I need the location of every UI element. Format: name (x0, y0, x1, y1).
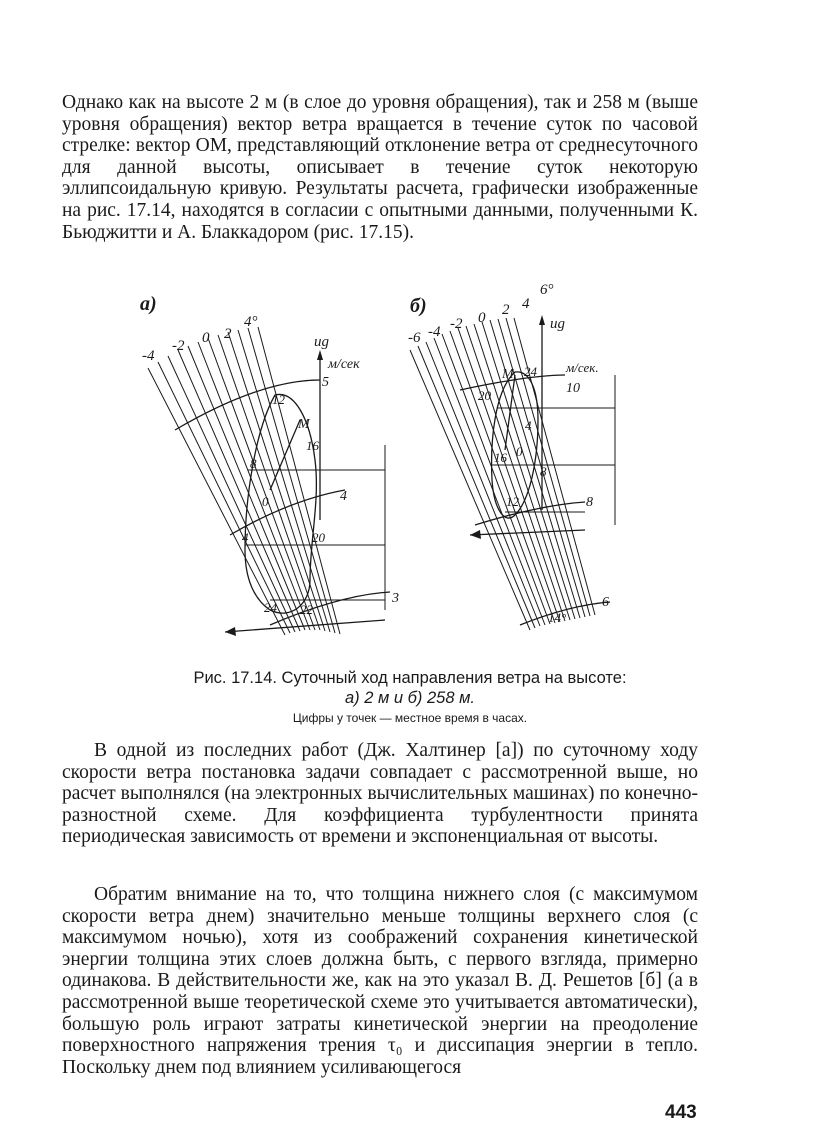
panel-b-point-m: M (502, 367, 514, 382)
panel-a-hour: 8 (250, 456, 257, 471)
panel-a-hour: 24 (264, 600, 277, 615)
panel-b-tick: 4 (522, 296, 530, 312)
panel-a-tick: 0 (202, 330, 210, 346)
panel-b-tick: 0 (478, 310, 486, 326)
panel-b-label: б) (410, 295, 427, 317)
panel-a-hour: 12 (272, 392, 285, 407)
panel-b-hour: 20 (478, 388, 491, 403)
paragraph-3: Обратим внимание на то, что толщина нижнего слоя (с максимумом скорости ветра днем) значительно меньше толщины верхнего слоя (с максимумом ночью), хотя из соображений сохранения кинетической энергии толщина этих слоев должна быть, с первого взгляда, примерно одинакова. В действительности же, как на это указал В. Д. Решетов [б] (а в рассмотренной выше теоретической схеме это учитывается автоматически), большую роль играют затраты кинетической энергии на преодоление поверхностного напряжения трения τ₀ и диссипация энергии в тепло. Поскольку днем под влиянием усиливающегося (62, 884, 698, 1078)
panel-a-point-m: M (298, 417, 310, 432)
figure-note: Цифры у точек — местное время в часах. (292, 711, 528, 725)
panel-a-tick: 4° (244, 314, 258, 330)
panel-a-unit: м/сек (328, 357, 360, 372)
panel-b-tick: -6 (408, 330, 421, 346)
panel-b-hour: 0 (516, 444, 523, 459)
page-number: 443 (665, 1102, 697, 1123)
panel-a-hour: 22 (300, 602, 313, 617)
panel-b-hour: 12 (506, 494, 519, 509)
panel-a-hour: 4 (242, 530, 249, 545)
panel-a-speed: 3 (392, 591, 399, 606)
panel-a-tick: 2 (224, 326, 232, 342)
panel-b-unit: м/сек. (566, 360, 599, 375)
panel-a-direction-lines (148, 327, 340, 635)
panel-b-speed: 10 (566, 381, 580, 396)
panel-a-arrow (225, 620, 385, 632)
panel-b-hour: 8 (540, 464, 547, 479)
panel-b-axis-label: ug (550, 316, 565, 332)
panel-a-hour: 20 (312, 530, 325, 545)
figure-caption-subpanels: а) 2 м и б) 258 м. (344, 689, 476, 707)
panel-a-hour: 16 (306, 438, 319, 453)
panel-b-tick: -2 (450, 316, 463, 332)
panel-b-tick: 6° (540, 282, 554, 298)
figure-diagram (120, 280, 640, 655)
panel-a-vector-om (270, 420, 300, 490)
panel-a-axis-label: ug (314, 334, 329, 350)
panel-a-hour: 0 (262, 494, 269, 509)
panel-a-label: а) (140, 293, 157, 315)
figure-caption: Рис. 17.14. Суточный ход направления ветра на высоте: (193, 669, 627, 687)
paragraph-1: Однако как на высоте 2 м (в слое до уровня обращения), так и 258 м (выше уровня обращения) вектор ветра вращается в течение суток по часовой стрелке: вектор OM, представляющий отклонение ветра от среднесуточного для данной высоты, описывает в течение суток некоторую эллипсоидальную кривую. Результаты расчета, графически изображенные на рис. 17.14, находятся в согласии с опытными данными, полученными К. Бьюджитти и А. Блаккадором (рис. 17.15). (62, 92, 698, 243)
panel-a-tick: -4 (142, 348, 155, 364)
panel-b-speed: 6 (602, 595, 609, 610)
panel-b-hour: 16 (494, 450, 507, 465)
panel-b-tick: -4 (428, 324, 441, 340)
panel-a-speed: 5 (322, 375, 329, 390)
panel-b-hour: 24 (524, 364, 537, 379)
figure-17-14 (120, 280, 640, 655)
paragraph-2: В одной из последних работ (Дж. Халтинер [а]) по суточному ходу скорости ветра постановка задачи совпадает с рассмотренной выше, но расчет выполнялся (на электронных вычислительных машинах) по конечно-разностной схеме. Для коэффициента турбулентности принята периодическая зависимость от времени и экспоненциальная от высоты. (62, 740, 698, 848)
panel-a-tick: -2 (172, 338, 185, 354)
panel-b-speed: 8 (586, 495, 593, 510)
panel-b-tick: 2 (502, 302, 510, 318)
panel-a-speed: 4 (340, 489, 347, 504)
panel-b-extra-tick: 14° (548, 610, 567, 625)
panel-b (408, 282, 615, 630)
panel-b-hour: 4 (525, 418, 532, 433)
panel-a (140, 293, 399, 636)
